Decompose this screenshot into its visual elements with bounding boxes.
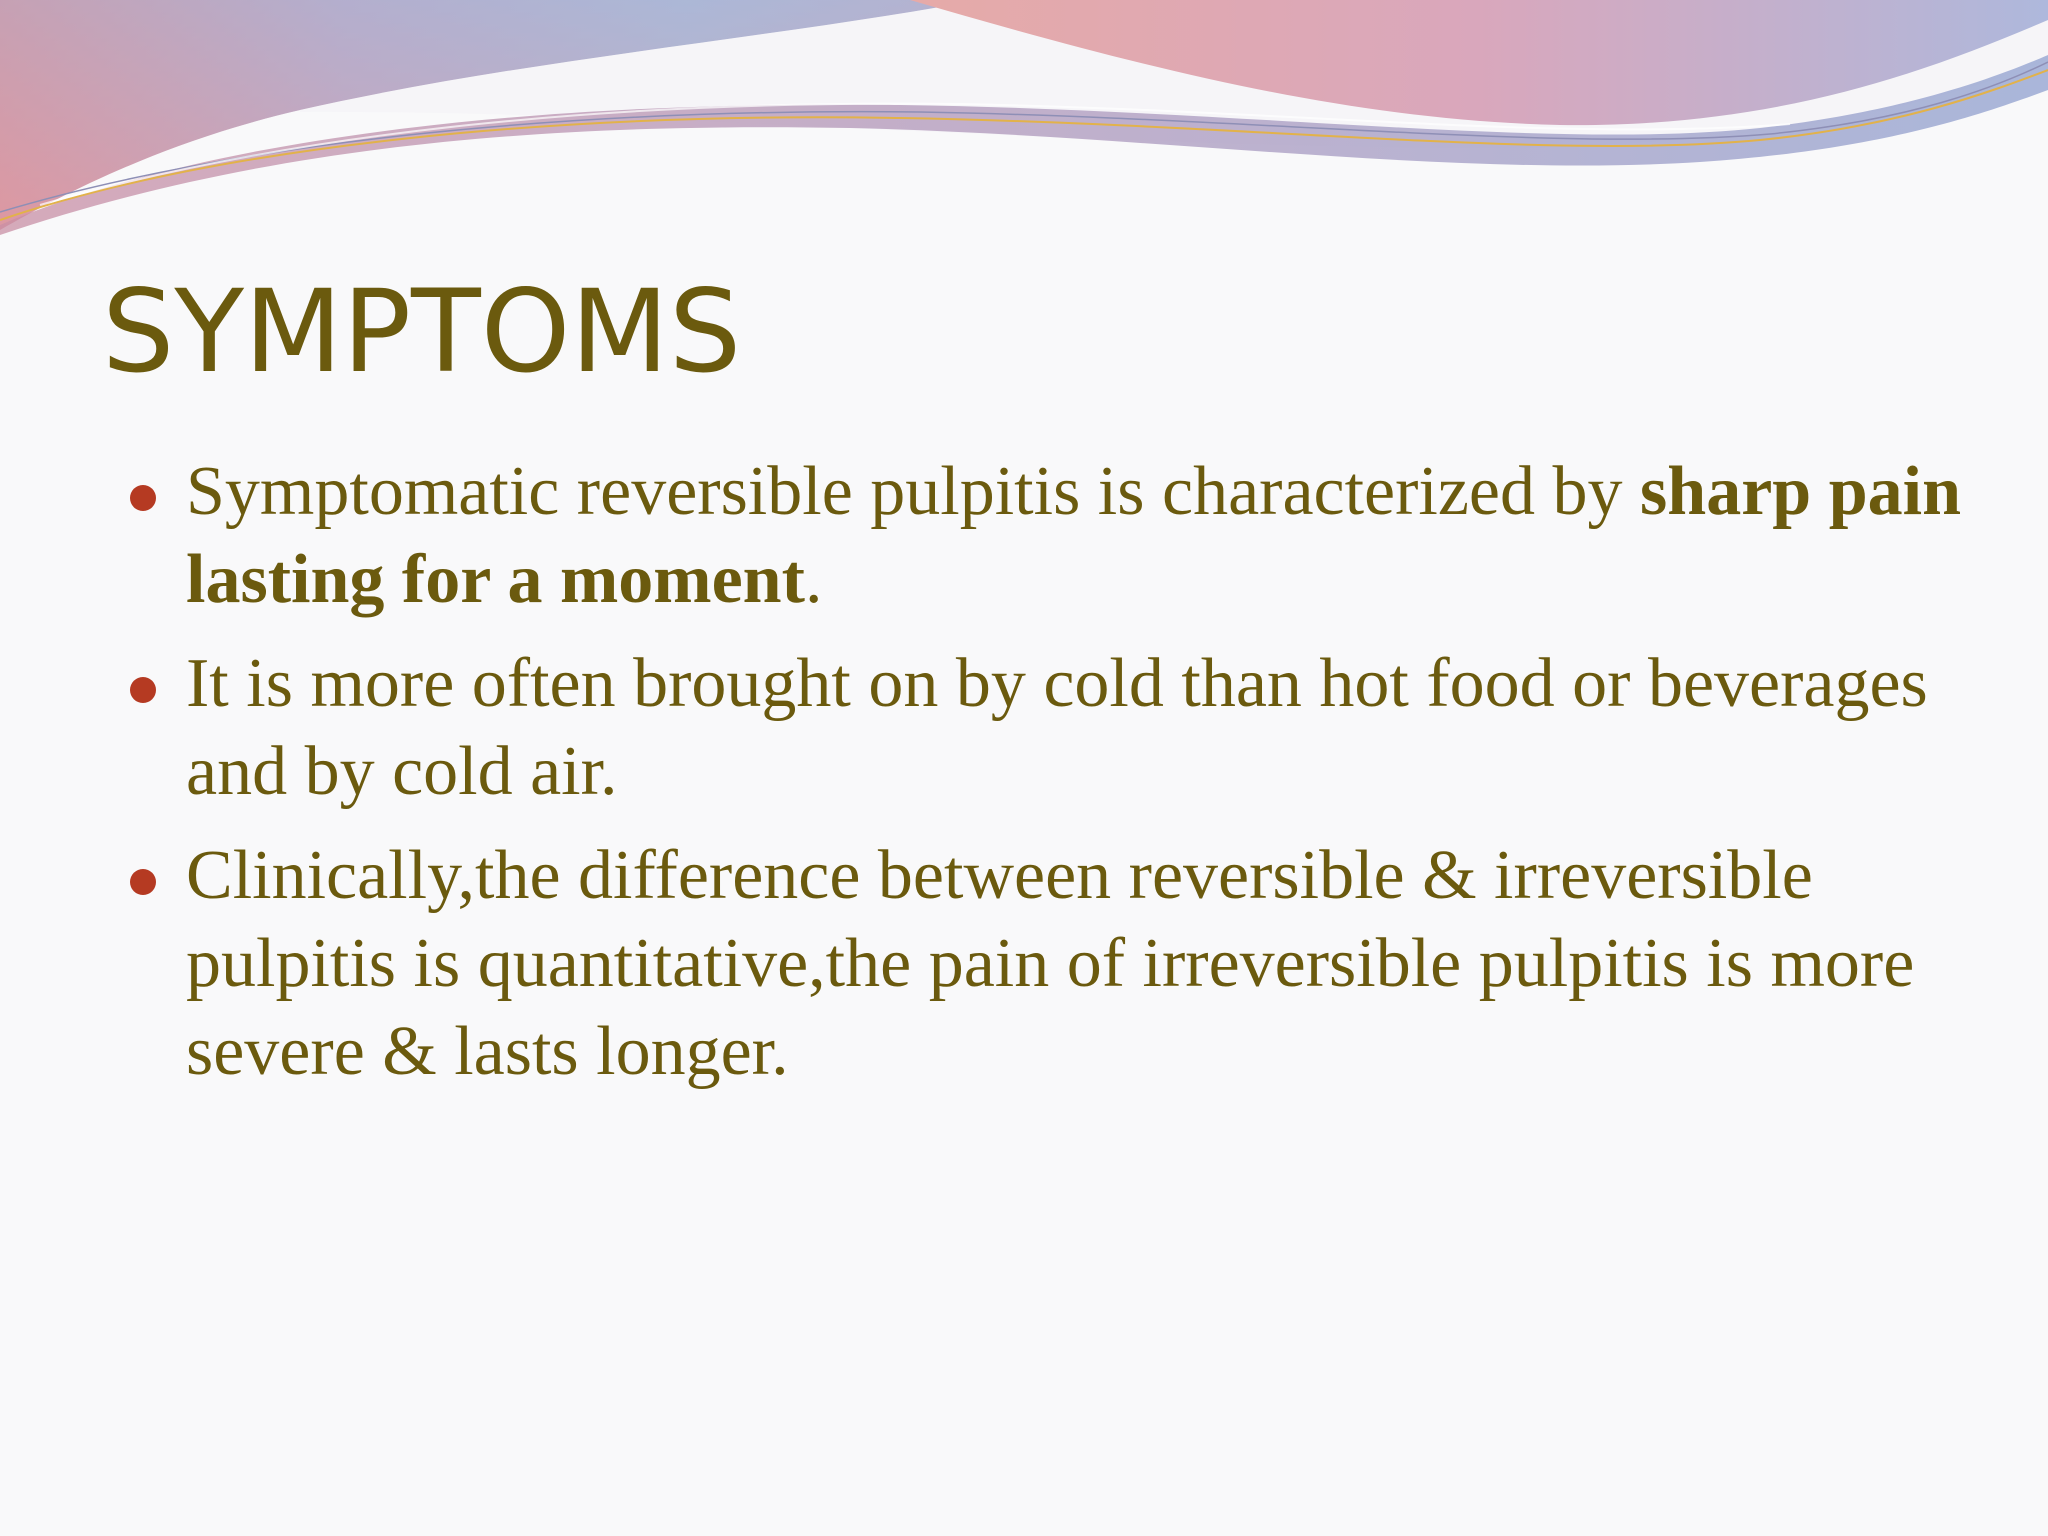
bullet-bold-text: sharp pain lasting for a moment xyxy=(186,453,1961,618)
bullet-text: Clinically,the difference between reversible & irreversible pulpitis is quantitative,the pain of irreversible pulpitis is more severe & lasts longer. xyxy=(186,837,1915,1090)
bullet-item xyxy=(130,640,1990,816)
bullet-list xyxy=(130,448,1990,1112)
bullet-dot-icon xyxy=(130,485,156,511)
bullet-text-end: . xyxy=(804,541,823,618)
bullet-text: Symptomatic reversible pulpitis is characterized by xyxy=(186,453,1641,530)
bullet-text: It is more often brought on by cold than hot food or beverages and by cold air. xyxy=(186,645,1928,810)
header-wave-decoration xyxy=(0,0,2048,240)
bullet-item xyxy=(130,448,1990,624)
bullet-item xyxy=(130,832,1990,1096)
bullet-dot-icon xyxy=(130,869,156,895)
bullet-dot-icon xyxy=(130,677,156,703)
slide-title: SYMPTOMS xyxy=(102,265,742,398)
